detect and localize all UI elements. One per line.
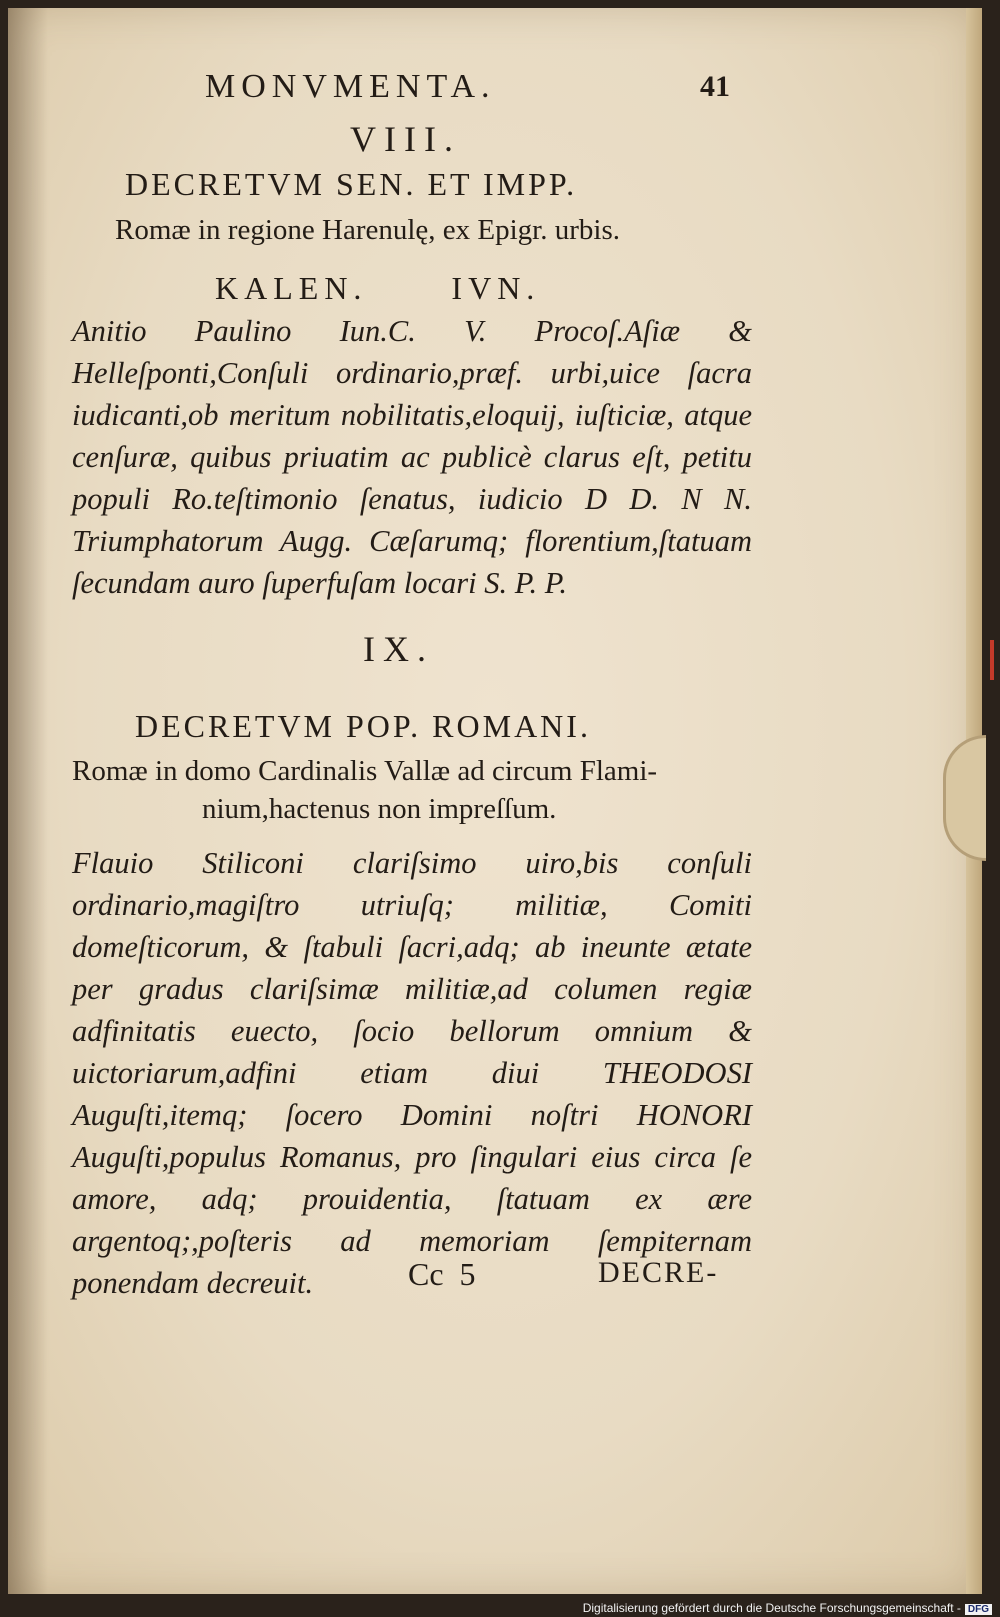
section-heading-ix: DECRETVM POP. ROMANI.: [135, 708, 591, 744]
running-head: MONVMENTA.: [205, 68, 496, 105]
signature-mark: Cc 5: [408, 1256, 476, 1292]
section-subheading-viii: Romæ in regione Harenulę, ex Epigr. urbis.: [115, 214, 620, 246]
section-subheading-ix: [72, 752, 752, 828]
spine-shadow: [8, 8, 48, 1594]
section-number-viii: VIII.: [350, 119, 461, 159]
credit-text: Digitalisierung gefördert durch die Deutsche Forschungsgemeinschaft -: [582, 1601, 961, 1615]
digitization-credit: [583, 1601, 992, 1615]
subheading-line-1: Romæ in domo Cardinalis Vallæ ad circum Flami-: [72, 755, 658, 787]
section-heading-viii: DECRETVM SEN. ET IMPP.: [125, 166, 578, 202]
page-tab-clip: [943, 735, 986, 861]
dfg-logo: DFG: [965, 1604, 992, 1615]
inscription-text-viii: Anitio Paulino Iun.C. V. Procoſ.Aſiæ & Helleſponti,Conſuli ordinario,præf. urbi,uice ſacra iudicanti,ob meritum nobilitatis,eloquij, iuſticiæ, atque cenſuræ, quibus priuatim ac publicè clarus eſt, petitu populi Ro.teſtimonio ſenatus, iudicio D D. N N. Triumphatorum Augg. Cæſarumq; florentium,ſtatuam ſecundam auro ſuperfuſam locari S. P. P.: [72, 314, 752, 600]
page-number: 41: [700, 70, 730, 103]
subheading-line-2: nium,hactenus non impreſſum.: [202, 793, 557, 825]
red-bookmark-edge: [990, 640, 994, 680]
inscription-text-ix: Flauio Stiliconi clariſsimo uiro,bis conſuli ordinario,magiſtro utriuſq; militiæ, Comiti domeſticorum, & ſtabuli ſacri,adq; ab ineunte ætate per gradus clariſsimæ militiæ,ad columen regiæ adfinitatis euecto, ſocio bellorum omnium & uictoriarum,adfini etiam diui THEODOSI Auguſti,itemq; ſocero Domini noſtri HONORI Auguſti,populus Romanus, pro ſingulari eius circa ſe amore, adq; prouidentia, ſtatuam ex ære argentoq;,poſteris ad memoriam ſempiternam ponendam decreuit.: [72, 846, 752, 1300]
section-number-ix: IX.: [363, 629, 434, 669]
dateline: KALEN. IVN.: [215, 270, 541, 306]
catchword: DECRE-: [598, 1256, 719, 1289]
